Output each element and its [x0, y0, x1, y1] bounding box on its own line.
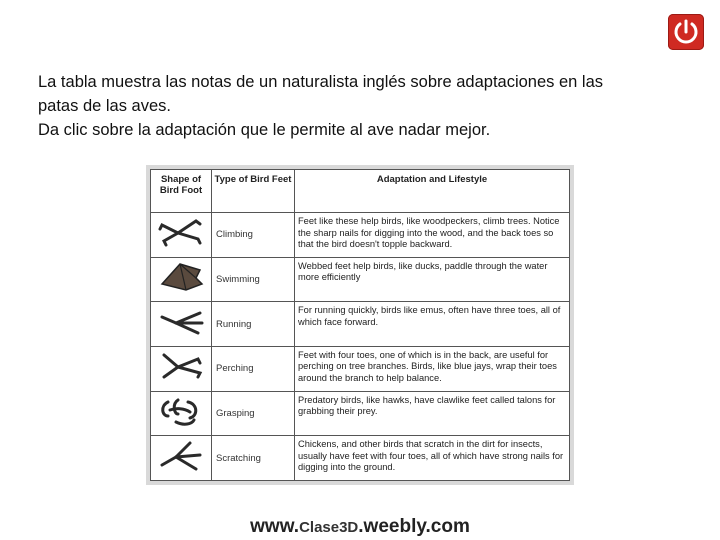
instructions-line-2: patas de las aves.	[38, 97, 171, 115]
table-row-climbing[interactable]	[151, 213, 570, 258]
instructions-line-3: Da clic sobre la adaptación que le permite al ave nadar mejor.	[38, 121, 491, 139]
type-scratching: Scratching	[212, 436, 295, 481]
power-icon	[668, 14, 704, 50]
desc-swimming: Webbed feet help birds, like ducks, paddle through the water more efficiently	[295, 257, 570, 302]
footer-suffix: .weebly.com	[358, 516, 470, 537]
type-climbing: Climbing	[212, 213, 295, 258]
desc-perching: Feet with four toes, one of which is in the back, are useful for perching on tree branches. Birds, like blue jays, wrap their toes around the branch to help balance.	[295, 346, 570, 391]
bird-feet-table-image	[146, 165, 574, 485]
instructions-line-1: La tabla muestra las notas de un naturalista inglés sobre adaptaciones en las	[38, 73, 604, 91]
power-button[interactable]	[668, 14, 704, 50]
table-row-swimming[interactable]	[151, 257, 570, 302]
table-row-running[interactable]	[151, 302, 570, 347]
table-row-grasping[interactable]	[151, 391, 570, 436]
running-foot-icon	[156, 305, 206, 339]
webbed-foot-icon	[156, 260, 206, 294]
header-foot-type: Type of Bird Feet	[212, 170, 295, 213]
instructions-text	[38, 70, 698, 142]
grasping-talon-icon	[156, 394, 206, 428]
footer-brand: Clase3D	[299, 519, 359, 536]
type-running: Running	[212, 302, 295, 347]
climbing-foot-icon	[156, 215, 206, 249]
header-adaptation: Adaptation and Lifestyle	[295, 170, 570, 213]
type-grasping: Grasping	[212, 391, 295, 436]
desc-climbing: Feet like these help birds, like woodpeckers, climb trees. Notice the sharp nails for digging into the wood, and the back toes so that the bird doesn't topple backward.	[295, 213, 570, 258]
perching-foot-icon	[156, 349, 206, 383]
table-row-perching[interactable]	[151, 346, 570, 391]
type-swimming: Swimming	[212, 257, 295, 302]
table-row-scratching[interactable]	[151, 436, 570, 481]
scratching-foot-icon	[156, 439, 206, 473]
table-header-row	[151, 170, 570, 213]
desc-grasping: Predatory birds, like hawks, have clawlike feet called talons for grabbing their prey.	[295, 391, 570, 436]
footer-website	[0, 516, 720, 538]
footer-prefix: www.	[250, 516, 300, 537]
header-foot-shape: Shape of Bird Foot	[151, 170, 212, 213]
desc-running: For running quickly, birds like emus, often have three toes, all of which face forward.	[295, 302, 570, 347]
type-perching: Perching	[212, 346, 295, 391]
desc-scratching: Chickens, and other birds that scratch in the dirt for insects, usually have feet with four toes, all of which have strong nails for digging into the ground.	[295, 436, 570, 481]
bird-feet-table	[150, 169, 570, 481]
